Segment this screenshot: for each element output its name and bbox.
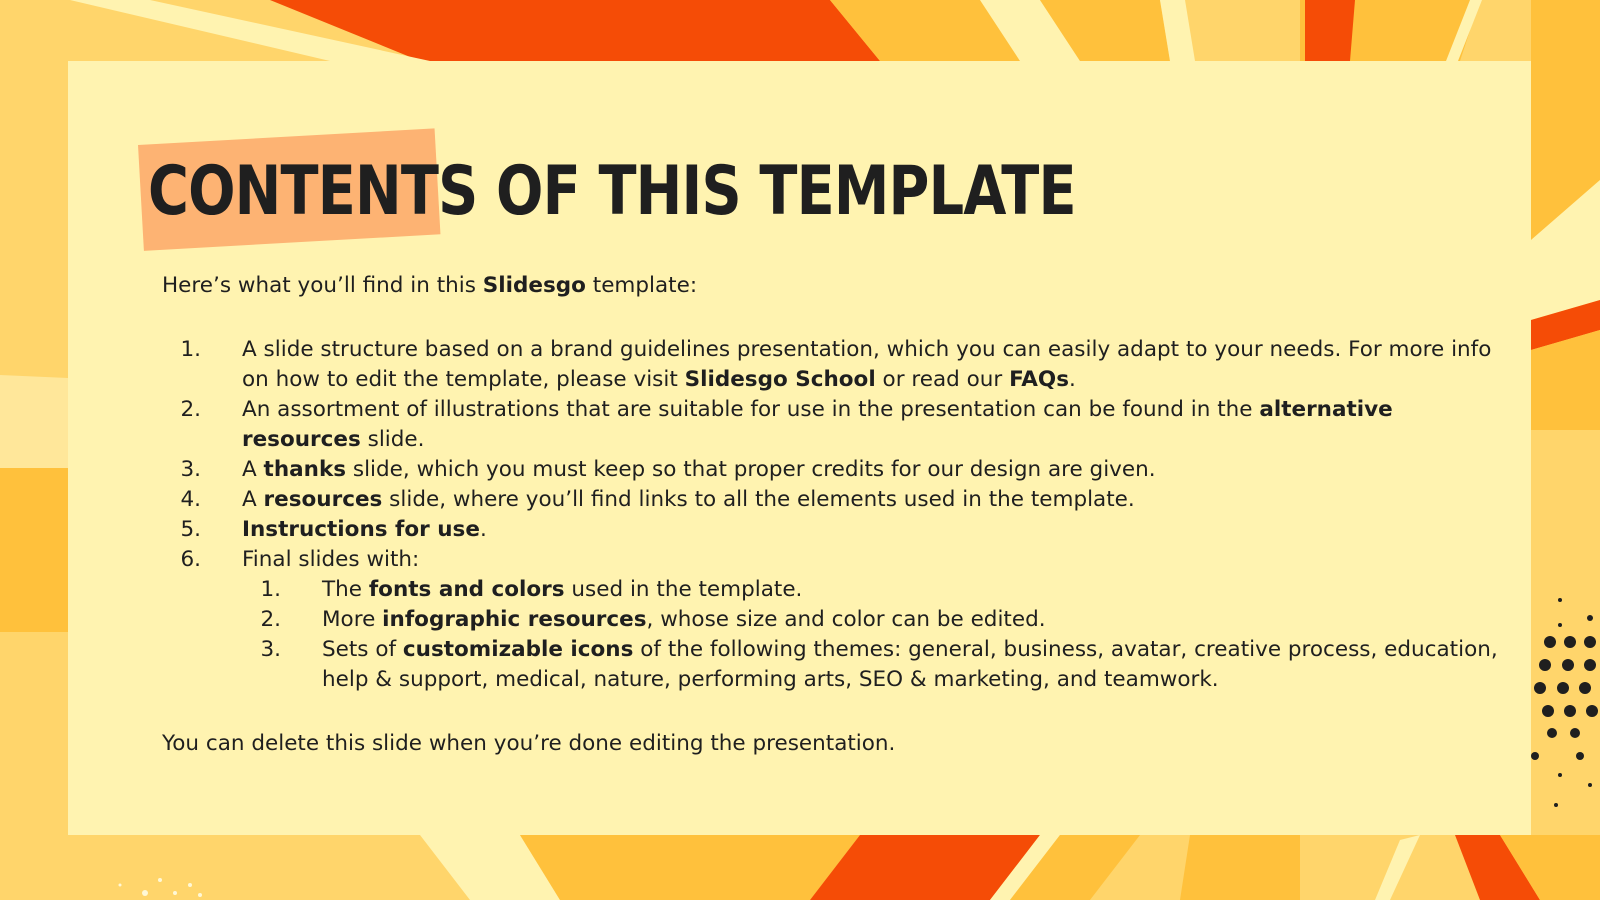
list-item-number: 2.: [180, 397, 201, 422]
text-segment: A slide structure based on a brand guidelines presentation, which you can easily adapt to your needs. For more info on how to edit the template, please visit: [242, 337, 1492, 392]
list-item-text: [242, 545, 1502, 575]
orange-red-shape: [1305, 0, 1355, 61]
bold-text: customizable icons: [402, 637, 634, 662]
text-segment: slide, which you must keep so that proper credits for our design are given.: [346, 457, 1156, 482]
text-segment: used in the template.: [564, 577, 803, 602]
list-item-text: [242, 455, 1502, 485]
title-block: [148, 103, 1279, 231]
bold-text: fonts and colors: [368, 577, 565, 602]
list-item: [162, 605, 1502, 635]
list-item: [162, 545, 1502, 575]
intro-paragraph: [162, 271, 1502, 301]
list-item-text: [242, 515, 1502, 545]
list-item-number: 1.: [180, 337, 201, 362]
contents-list: [162, 335, 1502, 695]
intro-text: Here’s what you’ll find in this: [162, 273, 483, 298]
bold-text: infographic resources: [382, 607, 647, 632]
bold-text: Instructions for use: [242, 517, 480, 542]
content-card: [68, 61, 1531, 835]
text-segment: , whose size and color can be edited.: [646, 607, 1046, 632]
text-segment: slide, where you’ll find links to all the elements used in the template.: [382, 487, 1135, 512]
amber-shape: [1180, 835, 1300, 900]
page-title: CONTENTS OF THIS TEMPLATE: [148, 152, 1076, 231]
list-item-number: 1.: [260, 577, 281, 602]
text-segment: slide.: [360, 427, 425, 452]
list-item-text: [242, 485, 1502, 515]
amber-shape: [0, 468, 68, 632]
list-item-number: 3.: [260, 637, 281, 662]
list-item: [162, 335, 1502, 395]
list-item: [162, 515, 1502, 545]
pale-stripe: [0, 375, 68, 468]
intro-brand: Slidesgo: [482, 273, 586, 298]
text-segment: .: [1069, 367, 1076, 392]
text-segment: A: [242, 457, 264, 482]
text-segment: The: [322, 577, 369, 602]
bold-text: FAQs: [1009, 367, 1070, 392]
list-item-text: [322, 575, 1502, 605]
amber-shape: [520, 835, 860, 900]
text-segment: of the following themes: general, business, avatar, creative process, education, help & support, medical, nature, performing arts, SEO & marketing, and teamwork.: [322, 637, 1498, 692]
text-segment: or read our: [875, 367, 1010, 392]
list-item-text: [242, 335, 1502, 395]
list-item: [162, 485, 1502, 515]
list-item-text: [322, 605, 1502, 635]
text-segment: A: [242, 487, 264, 512]
text-segment: An assortment of illustrations that are suitable for use in the presentation can be found in the: [242, 397, 1260, 422]
list-item-number: 2.: [260, 607, 281, 632]
list-item-number: 4.: [180, 487, 201, 512]
bold-text: resources: [263, 487, 383, 512]
intro-text-end: template:: [585, 273, 698, 298]
list-item-number: 5.: [180, 517, 201, 542]
list-item: [162, 455, 1502, 485]
body-text: [162, 271, 1502, 759]
text-segment: Final slides with:: [242, 547, 420, 572]
list-item-number: 6.: [180, 547, 201, 572]
list-item: [162, 635, 1502, 695]
text-segment: Sets of: [322, 637, 403, 662]
list-item-number: 3.: [180, 457, 201, 482]
text-segment: More: [322, 607, 383, 632]
list-item: [162, 395, 1502, 455]
list-item-text: [322, 635, 1502, 695]
text-segment: .: [479, 517, 487, 542]
outro-paragraph: You can delete this slide when you’re done editing the presentation.: [162, 731, 896, 756]
bold-text: alternative resources: [242, 397, 1393, 452]
bold-text: thanks: [263, 457, 347, 482]
list-item-text: [242, 395, 1502, 455]
list-item: [162, 575, 1502, 605]
bold-text: Slidesgo School: [684, 367, 876, 392]
